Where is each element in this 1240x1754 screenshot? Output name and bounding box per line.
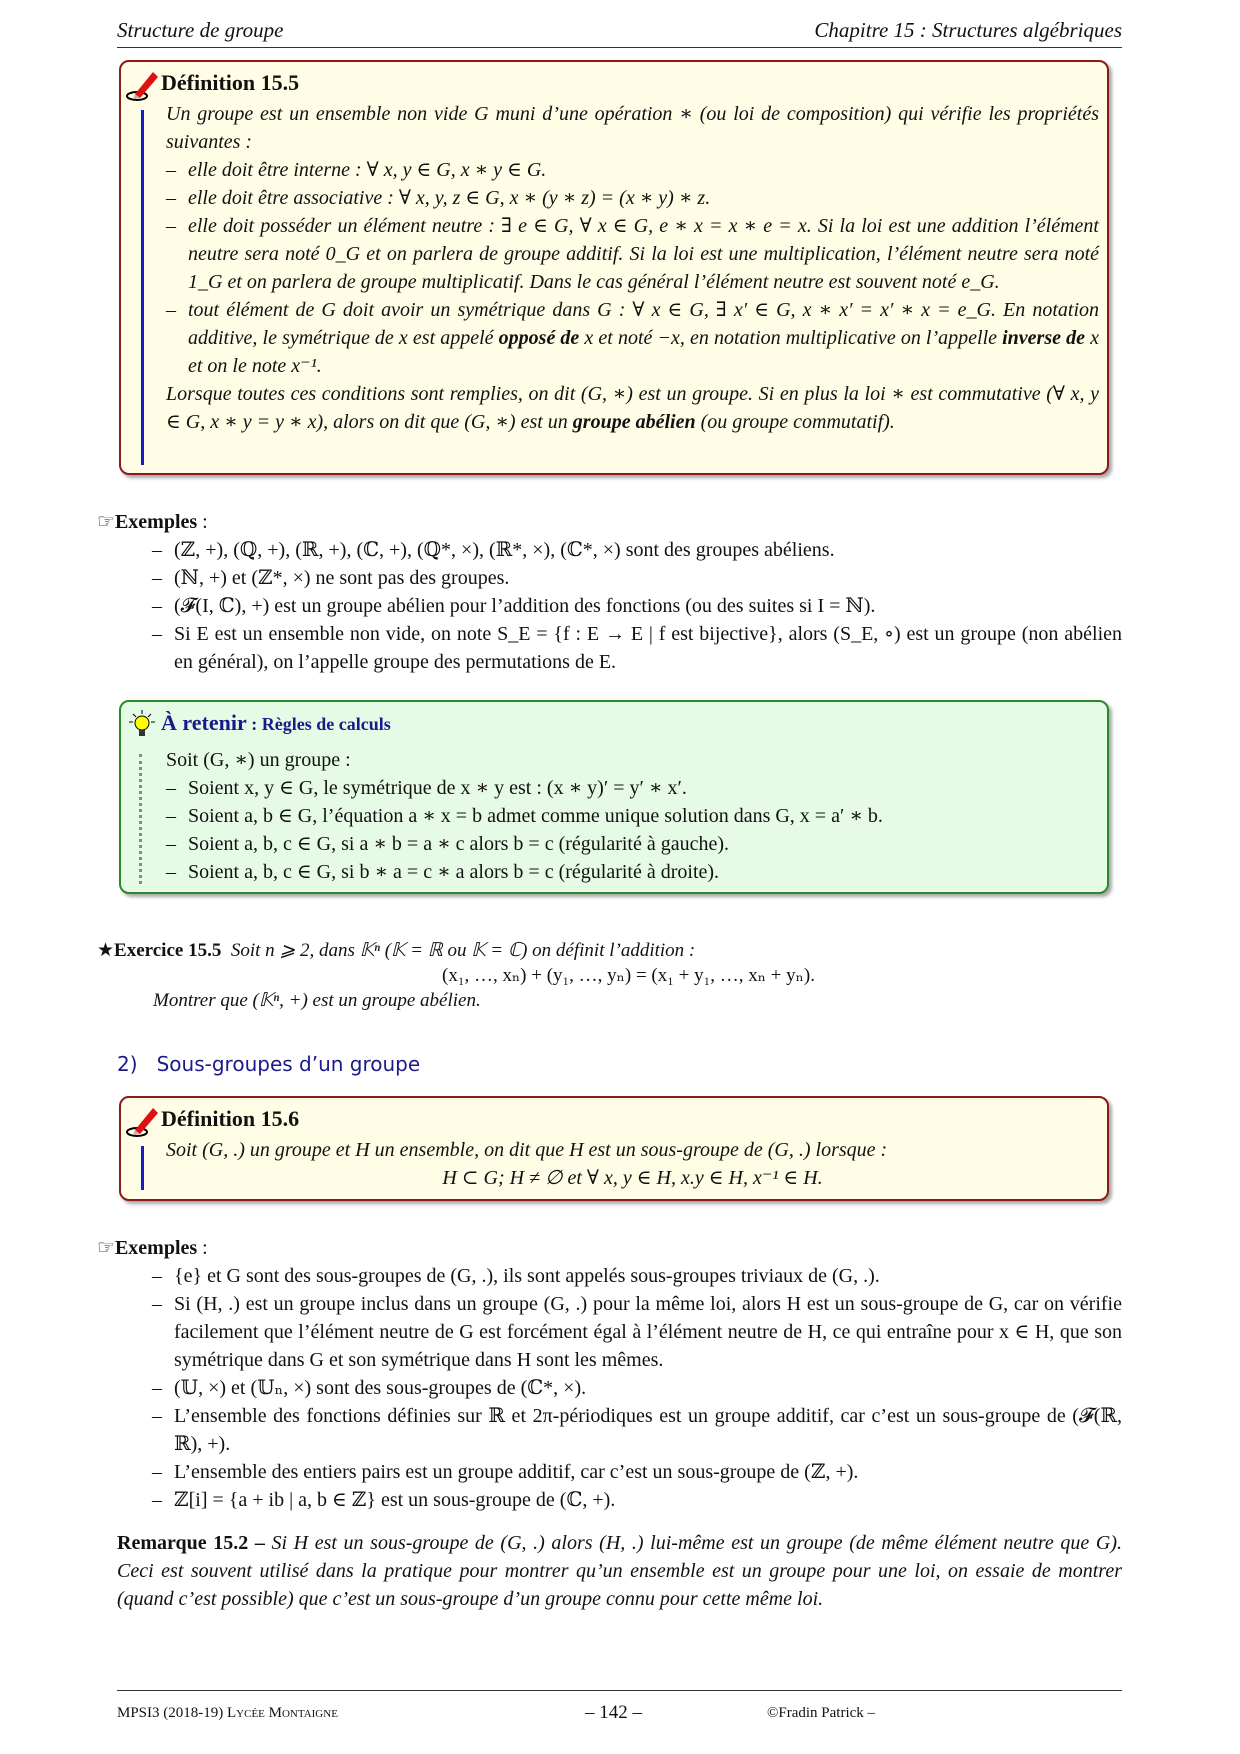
- hand-icon: ☞: [97, 1237, 115, 1259]
- list-item: – Soient a, b ∈ G, l’équation a ∗ x = b admet comme unique solution dans G, x = a′ ∗ b.: [166, 805, 883, 827]
- definition-bar: [141, 1146, 144, 1190]
- list-item: – Si E est un ensemble non vide, on note S_E = {f : E → E | f est bijective}, alors (S_E, ∘) est un groupe (non abélien en général), on l’appelle groupe des permutations de E.: [152, 623, 1122, 673]
- definition-formula: H ⊂ G; H ≠ ∅ et ∀ x, y ∈ H, x.y ∈ H, x⁻¹ ∈ H.: [442, 1167, 823, 1189]
- definition-box: [119, 1096, 1109, 1201]
- remark-title: Remarque 15.2 –: [117, 1532, 265, 1554]
- list-item: – L’ensemble des fonctions définies sur ℝ et 2π-périodiques est un groupe additif, car c’est un sous-groupe de (𝓕(ℝ, ℝ), +).: [152, 1405, 1122, 1455]
- list-item: – L’ensemble des entiers pairs est un groupe additif, car c’est un sous-groupe de (ℤ, +).: [152, 1461, 859, 1483]
- definition-body: [166, 100, 1099, 436]
- definition-bar: [141, 110, 144, 465]
- list-item: – Soient a, b, c ∈ G, si b ∗ a = c ∗ a alors b = c (régularité à droite).: [166, 861, 720, 883]
- exercise-question: Montrer que (𝕂ⁿ, +) est un groupe abélien.: [153, 990, 481, 1011]
- list-item: – (ℤ, +), (ℚ, +), (ℝ, +), (ℂ, +), (ℚ*, ×), (ℝ*, ×), (ℂ*, ×) sont des groupes abéliens.: [152, 539, 835, 561]
- list-item: – Si (H, .) est un groupe inclus dans un groupe (G, .) pour la même loi, alors H est un sous-groupe de G, car on vérifie facilement que l’élément neutre de G est forcément égal à l’élément neutre de H, ce qui entraîne pour x ∈ H, que son symétrique dans G et son symétrique dans H sont les mêmes.: [152, 1293, 1122, 1371]
- examples-2: ☞Exemples : – {e} et G sont des sous-groupes de (G, .), ils sont appelés sous-groupes triviaux de (G, .). – Si (H, .) est un groupe inclus dans un groupe (G, .) pour la même loi, alors H est un sous-groupe de G, car on vérifie facilement que l’élément neutre de G est forcément égal à l’élément neutre de H, ce qui entraîne pour x ∈ H, que son symétrique dans G et son symétrique dans H sont les mêmes. – (𝕌, ×) et (𝕌ₙ, ×) sont des sous-groupes de (ℂ*, ×). – L’ensemble des fonctions définies sur ℝ et 2π-périodiques est un groupe additif, car c’est un sous-groupe de (𝓕(ℝ, ℝ), +). – L’ensemble des entiers pairs est un groupe additif, car c’est un sous-groupe de (ℤ, +). – ℤ[i] = {a + ib | a, b ∈ ℤ} est un sous-groupe de (ℂ, +).: [97, 1234, 1122, 1514]
- list-item: – (ℕ, +) et (ℤ*, ×) ne sont pas des groupes.: [152, 567, 510, 589]
- retenir-box: [119, 700, 1109, 894]
- footer-left: MPSI3 (2018-19) Lycée Montaigne: [117, 1705, 338, 1721]
- hand-icon: ☞: [97, 511, 115, 533]
- definition-outro: Lorsque toutes ces conditions sont remplies, on dit (G, ∗) est un groupe. Si en plus la loi ∗ est commutative (∀ x, y ∈ G, x ∗ y = y ∗ x), alors on dit que (G, ∗) est un groupe abélien (ou groupe commutatif).: [166, 383, 1099, 433]
- list-item: – ℤ[i] = {a + ib | a, b ∈ ℤ} est un sous-groupe de (ℂ, +).: [152, 1489, 616, 1511]
- exercise: ★Exercice 15.5 Soit n ⩾ 2, dans 𝕂ⁿ (𝕂 = ℝ ou 𝕂 = ℂ) on définit l’addition : (x₁, …, xₙ) + (y₁, …, yₙ) = (x₁ + y₁, …, xₙ + yₙ). Montrer que (𝕂ⁿ, +) est un groupe abélien.: [97, 938, 1117, 1013]
- header-left: Structure de groupe: [117, 18, 284, 42]
- list-item: – elle doit être interne : ∀ x, y ∈ G, x ∗ y ∈ G.: [166, 159, 547, 181]
- wavy-bar: [139, 754, 150, 884]
- retenir-subtitle: : Règles de calculs: [246, 714, 391, 734]
- retenir-intro: Soit (G, ∗) un groupe :: [166, 749, 351, 771]
- list-item: – elle doit être associative : ∀ x, y, z ∈ G, x ∗ (y ∗ z) = (x ∗ y) ∗ z.: [166, 187, 711, 209]
- remark: Remarque 15.2 – Si H est un sous-groupe de (G, .) alors (H, .) lui-même est un groupe (de même élément neutre que G). Ceci est souvent utilisé dans la pratique pour montrer qu’un ensemble est un groupe pour une loi, on essaie de montrer (quand c’est possible) que c’est un sous-groupe d’un groupe connu pour cette même loi.: [117, 1532, 1122, 1610]
- definition-box: [119, 60, 1109, 475]
- header-rule: [117, 47, 1122, 48]
- definition-intro: Un groupe est un ensemble non vide G muni d’une opération ∗ (ou loi de composition) qui vérifie les propriétés suivantes :: [166, 103, 1099, 153]
- header-right: Chapitre 15 : Structures algébriques: [814, 18, 1122, 42]
- lightbulb-icon: [125, 708, 159, 742]
- definition-title: Définition 15.5: [161, 70, 300, 95]
- page-number: – 142 –: [585, 1702, 642, 1723]
- list-item: – elle doit posséder un élément neutre : ∃ e ∈ G, ∀ x ∈ G, e ∗ x = x ∗ e = x. Si la loi est une addition l’élément neutre sera noté 0_G et on parlera de groupe additif. Si la loi est une multiplication, l’élément neutre sera noté 1_G et on parlera de groupe multiplicatif. Dans le cas général l’élément neutre est souvent noté e_G.: [166, 215, 1099, 293]
- exercise-formula: (x₁, …, xₙ) + (y₁, …, yₙ) = (x₁ + y₁, …, xₙ + yₙ).: [442, 965, 815, 986]
- star-icon: ★: [97, 940, 115, 961]
- list-item: – (𝓕(I, ℂ), +) est un groupe abélien pour l’addition des fonctions (ou des suites si I = ℕ).: [152, 595, 876, 617]
- list-item: – tout élément de G doit avoir un symétrique dans G : ∀ x ∈ G, ∃ x′ ∈ G, x ∗ x′ = x′ ∗ x = e_G. En notation additive, le symétrique de x est appelé opposé de x et noté −x, en notation multiplicative on l’appelle inverse de x et on le note x⁻¹.: [166, 299, 1099, 377]
- examples-1: ☞Exemples : – (ℤ, +), (ℚ, +), (ℝ, +), (ℂ, +), (ℚ*, ×), (ℝ*, ×), (ℂ*, ×) sont des groupes abéliens. – (ℕ, +) et (ℤ*, ×) ne sont pas des groupes. – (𝓕(I, ℂ), +) est un groupe abélien pour l’addition des fonctions (ou des suites si I = ℕ). – Si E est un ensemble non vide, on note S_E = {f : E → E | f est bijective}, alors (S_E, ∘) est un groupe (non abélien en général), on l’appelle groupe des permutations de E.: [97, 508, 1122, 676]
- list-item: – {e} et G sont des sous-groupes de (G, .), ils sont appelés sous-groupes triviaux de (G, .).: [152, 1265, 880, 1287]
- footer-right: ©Fradin Patrick –: [767, 1705, 876, 1721]
- definition-text: Soit (G, .) un groupe et H un ensemble, on dit que H est un sous-groupe de (G, .) lorsque :: [166, 1139, 888, 1161]
- list-item: – (𝕌, ×) et (𝕌ₙ, ×) sont des sous-groupes de (ℂ*, ×).: [152, 1377, 587, 1399]
- section-heading: 2) Sous-groupes d’un groupe: [117, 1052, 421, 1076]
- exercise-title: Exercice 15.5: [114, 940, 222, 961]
- pencil-icon: [125, 1104, 159, 1138]
- definition-title: Définition 15.6: [161, 1106, 300, 1131]
- footer-rule: [117, 1690, 1122, 1691]
- retenir-title: À retenir: [161, 710, 247, 735]
- list-item: – Soient x, y ∈ G, le symétrique de x ∗ y est : (x ∗ y)′ = y′ ∗ x′.: [166, 777, 687, 799]
- pencil-icon: [125, 68, 159, 102]
- list-item: – Soient a, b, c ∈ G, si a ∗ b = a ∗ c alors b = c (régularité à gauche).: [166, 833, 730, 855]
